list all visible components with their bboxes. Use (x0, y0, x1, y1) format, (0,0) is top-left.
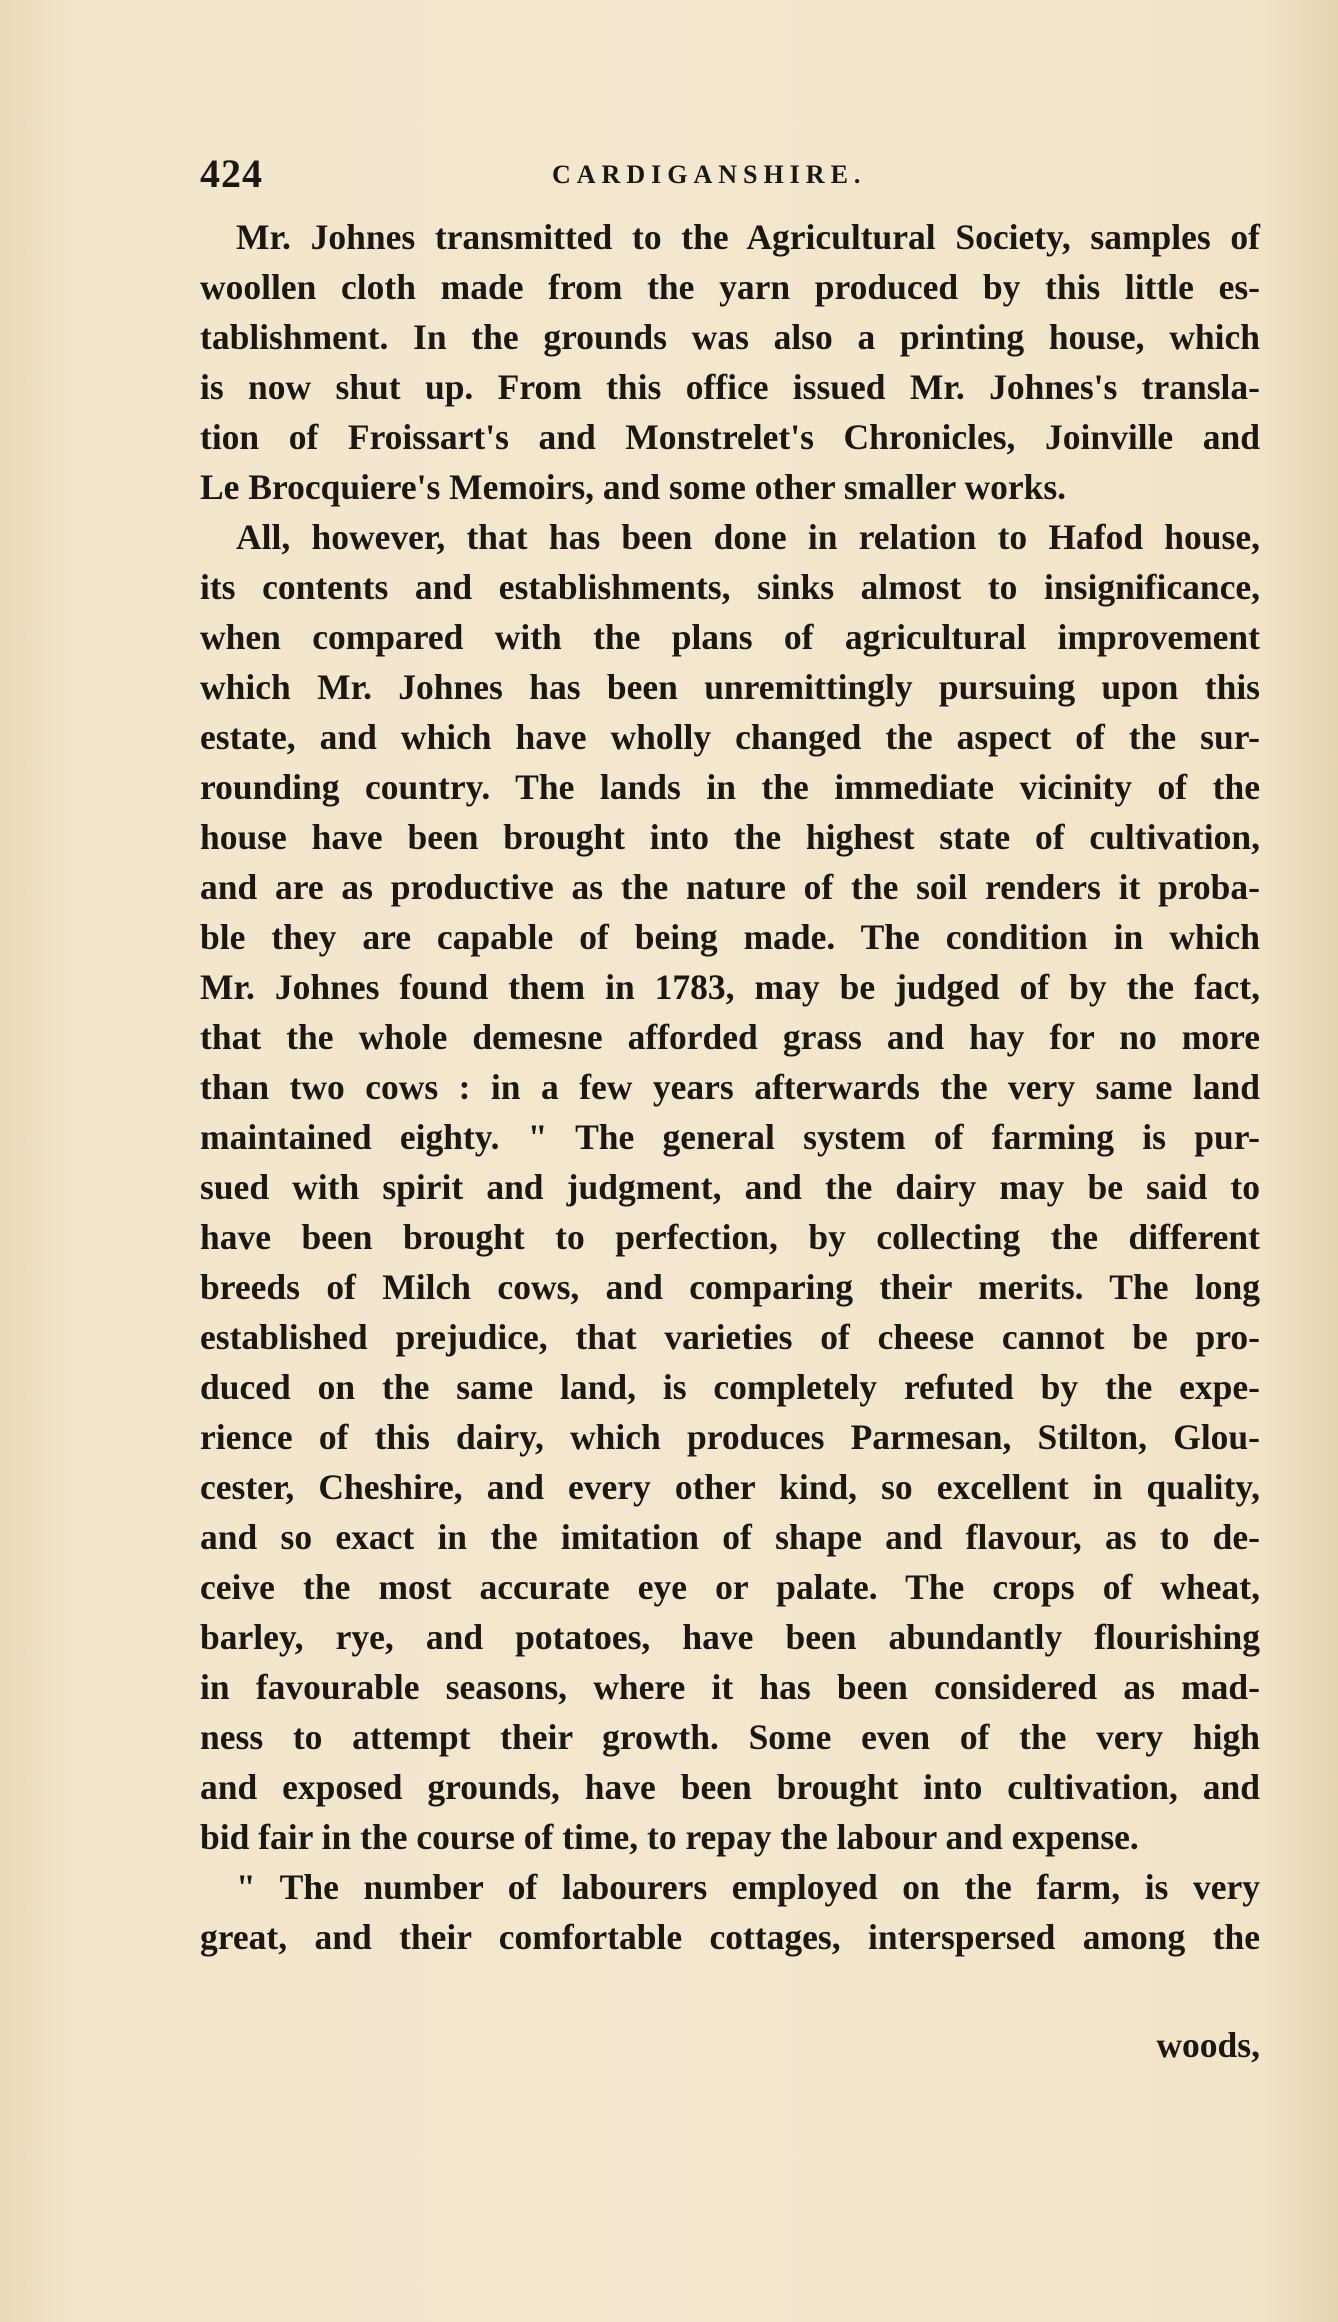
text-line: bid fair in the course of time, to repay the labour and expense. (200, 1817, 1139, 1857)
text-line: breeds of Milch cows, and comparing their merits. The long (200, 1267, 1260, 1307)
text-line: sued with spirit and judgment, and the dairy may be said to (200, 1167, 1260, 1207)
text-line: Le Brocquiere's Memoirs, and some other smaller works. (200, 467, 1067, 507)
catchword: woods, (1156, 2025, 1260, 2065)
text-line: barley, rye, and potatoes, have been abundantly flourishing (200, 1617, 1260, 1657)
text-line: great, and their comfortable cottages, interspersed among the (200, 1917, 1260, 1957)
text-line: that the whole demesne afforded grass and hay for no more (200, 1017, 1260, 1057)
text-line: woollen cloth made from the yarn produced by this little es- (200, 267, 1260, 307)
text-line: tion of Froissart's and Monstrelet's Chronicles, Joinville and (200, 417, 1260, 457)
text-line: ceive the most accurate eye or palate. The crops of wheat, (200, 1567, 1260, 1607)
text-line: have been brought to perfection, by collecting the different (200, 1217, 1260, 1257)
text-line: Mr. Johnes transmitted to the Agricultural Society, samples of (236, 217, 1260, 257)
text-line: duced on the same land, is completely refuted by the expe- (200, 1367, 1260, 1407)
text-line: Mr. Johnes found them in 1783, may be judged of by the fact, (200, 967, 1260, 1007)
text-line: maintained eighty. " The general system of farming is pur- (200, 1117, 1260, 1157)
text-line: its contents and establishments, sinks almost to insignificance, (200, 567, 1260, 607)
text-line: rounding country. The lands in the immediate vicinity of the (200, 767, 1260, 807)
text-line: All, however, that has been done in relation to Hafod house, (236, 517, 1260, 557)
text-line: cester, Cheshire, and every other kind, so excellent in quality, (200, 1467, 1260, 1507)
page-number: 424 (200, 151, 263, 196)
text-line: ble they are capable of being made. The condition in which (200, 917, 1260, 957)
running-head (200, 150, 1260, 200)
text-line: in favourable seasons, where it has been considered as mad- (200, 1667, 1260, 1707)
body-text (200, 212, 1260, 1962)
text-line: is now shut up. From this office issued Mr. Johnes's transla- (200, 367, 1260, 407)
page-heading: CARDIGANSHIRE. (552, 160, 867, 189)
text-line: than two cows : in a few years afterwards the very same land (200, 1067, 1260, 1107)
text-line: which Mr. Johnes has been unremittingly pursuing upon this (200, 667, 1260, 707)
text-line: ness to attempt their growth. Some even of the very high (200, 1717, 1260, 1757)
text-line: house have been brought into the highest state of cultivation, (200, 817, 1260, 857)
text-line: when compared with the plans of agricultural improvement (200, 617, 1260, 657)
text-line: rience of this dairy, which produces Parmesan, Stilton, Glou- (200, 1417, 1260, 1457)
text-line: and so exact in the imitation of shape and flavour, as to de- (200, 1517, 1260, 1557)
text-line: " The number of labourers employed on the farm, is very (236, 1867, 1260, 1907)
text-line: tablishment. In the grounds was also a printing house, which (200, 317, 1260, 357)
text-line: and are as productive as the nature of the soil renders it proba- (200, 867, 1260, 907)
text-line: estate, and which have wholly changed the aspect of the sur- (200, 717, 1260, 757)
text-line: and exposed grounds, have been brought into cultivation, and (200, 1767, 1260, 1807)
text-line: established prejudice, that varieties of cheese cannot be pro- (200, 1317, 1260, 1357)
